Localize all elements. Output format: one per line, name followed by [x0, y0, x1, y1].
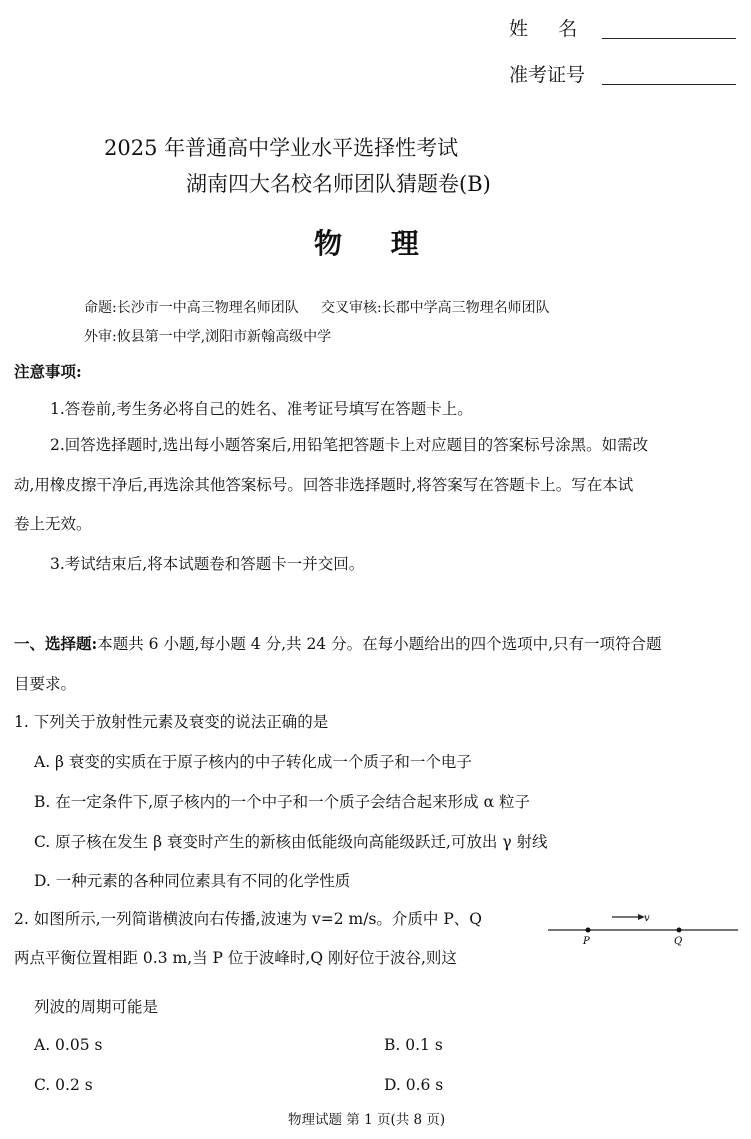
page-footer: 物理试题 第 1 页(共 8 页) — [288, 1112, 446, 1128]
exam-title-line2: 湖南四大名校名师团队猜题卷(B) — [186, 172, 491, 196]
velocity-label: v — [644, 913, 650, 924]
point-q — [677, 928, 682, 933]
q2-stem-line2: 两点平衡位置相距 0.3 m,当 P 位于波峰时,Q 刚好位于波谷,则这 — [14, 949, 457, 967]
section-description: 本题共 6 小题,每小题 4 分,共 24 分。在每小题给出的四个选项中,只有一项符合题 — [97, 635, 662, 653]
notice-item-2-cont: 动,用橡皮擦干净后,再选涂其他答案标号。回答非选择题时,将答案写在答题卡上。写在本试 — [14, 476, 634, 494]
q2-option-b: B. 0.1 s — [384, 1036, 443, 1054]
notice-item-3: 3.考试结束后,将本试题卷和答题卡一并交回。 — [50, 555, 365, 573]
q2-stem-line3: 列波的周期可能是 — [34, 998, 159, 1016]
credits-line1: 命题:长沙市一中高三物理名师团队 交叉审核:长郡中学高三物理名师团队 — [84, 300, 550, 316]
q1-option-a: A. β 衰变的实质在于原子核内的中子转化成一个质子和一个电子 — [34, 753, 472, 771]
notice-item-1: 1.答卷前,考生务必将自己的姓名、准考证号填写在答题卡上。 — [50, 400, 473, 418]
notice-item-2-end: 卷上无效。 — [14, 515, 92, 533]
q1-option-c: C. 原子核在发生 β 衰变时产生的新核由低能级向高能级跃迁,可放出 γ 射线 — [34, 833, 548, 851]
q1-option-b: B. 在一定条件下,原子核内的一个中子和一个质子会结合起来形成 α 粒子 — [34, 793, 530, 811]
exam-title-line1: 2025 年普通高中学业水平选择性考试 — [104, 136, 459, 160]
point-p-label: P — [583, 936, 590, 947]
name-field[interactable] — [602, 38, 736, 39]
wave-figure — [548, 906, 740, 948]
point-q-label: Q — [674, 936, 683, 947]
q2-option-a: A. 0.05 s — [34, 1036, 103, 1054]
q1-option-d: D. 一种元素的各种同位素具有不同的化学性质 — [34, 872, 351, 890]
q2-option-d: D. 0.6 s — [384, 1076, 444, 1094]
credits-line2: 外审:攸县第一中学,浏阳市新翰高级中学 — [84, 329, 332, 345]
section-description-end: 目要求。 — [14, 675, 77, 693]
ticket-number-label: 准考证号 — [509, 64, 586, 86]
q2-stem-line1: 2. 如图所示,一列简谐横波向右传播,波速为 v=2 m/s。介质中 P、Q — [14, 910, 482, 928]
ticket-number-field[interactable] — [602, 84, 736, 85]
name-label: 姓 名 — [509, 18, 578, 40]
point-p — [586, 928, 591, 933]
notice-item-2: 2.回答选择题时,选出每小题答案后,用铅笔把答题卡上对应题目的答案标号涂黑。如需改 — [50, 436, 649, 454]
subject-title: 物 理 — [314, 227, 419, 260]
q1-stem: 1. 下列关于放射性元素及衰变的说法正确的是 — [14, 713, 329, 731]
section-heading — [14, 632, 662, 654]
notice-heading: 注意事项: — [14, 362, 82, 381]
q2-option-c: C. 0.2 s — [34, 1076, 93, 1094]
section-title: 一、选择题: — [14, 634, 98, 653]
